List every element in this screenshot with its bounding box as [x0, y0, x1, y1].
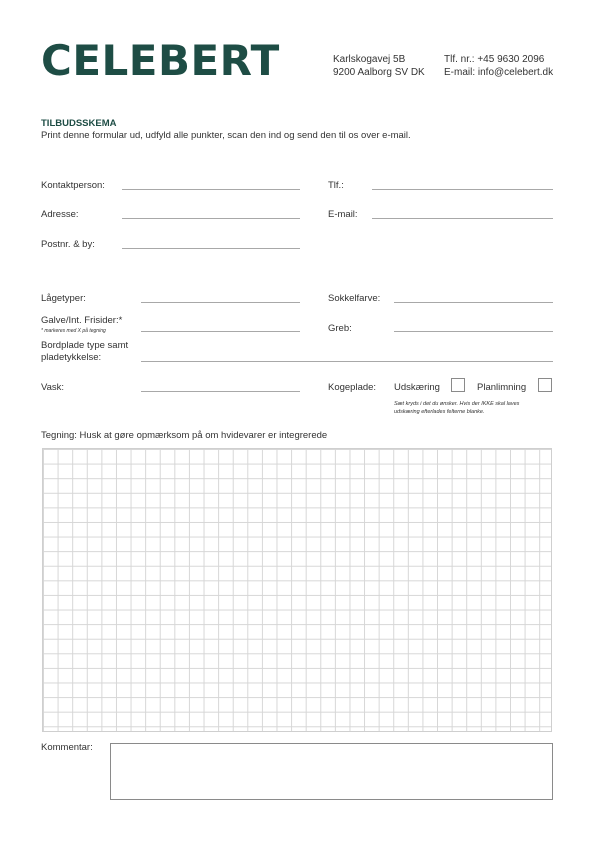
cutout-label: Udskæring	[394, 382, 440, 393]
flush-checkbox[interactable]	[538, 378, 552, 392]
contact-person-label: Kontaktperson:	[41, 180, 105, 191]
email-field[interactable]	[372, 218, 553, 219]
drawing-label: Tegning: Husk at gøre opmærksom på om hvidevarer er integrerede	[41, 430, 328, 441]
contact-person-field[interactable]	[122, 189, 300, 190]
plinth-color-label: Sokkelfarve:	[328, 293, 381, 304]
phone-field[interactable]	[372, 189, 553, 190]
postal-field[interactable]	[122, 248, 300, 249]
address-label: Adresse:	[41, 209, 79, 220]
comment-box[interactable]	[110, 743, 553, 800]
address-field[interactable]	[122, 218, 300, 219]
postal-label: Postnr. & by:	[41, 239, 95, 250]
address-line-1: Karlskogavej 5B	[333, 54, 406, 65]
phone-number: Tlf. nr.: +45 9630 2096	[444, 54, 545, 65]
flush-label: Planlimning	[477, 382, 527, 393]
comment-label: Kommentar:	[41, 742, 93, 753]
hob-note-line-1: Sæt kryds i det du ønsker. Hvis der IKKE skal laves	[394, 401, 520, 407]
email-label: E-mail:	[328, 209, 358, 220]
address-line-2: 9200 Aalborg SV DK	[333, 67, 425, 78]
hob-note	[394, 400, 519, 416]
handles-label: Greb:	[328, 323, 352, 334]
shelves-note: * markeres med X på tegning	[41, 328, 106, 334]
shelves-label: Galve/Int. Frisider:*	[41, 315, 123, 326]
countertop-label-line1: Bordplade type samt	[41, 340, 129, 351]
drawing-grid[interactable]	[42, 448, 552, 732]
cutout-checkbox[interactable]	[451, 378, 465, 392]
form-title: TILBUDSSKEMA	[41, 118, 117, 129]
hob-note-line-2: udskæring efterlades felterne blanke.	[394, 409, 485, 415]
plinth-color-field[interactable]	[394, 302, 553, 303]
form-intro: Print denne formular ud, udfyld alle punkter, scan den ind og send den til os over e-mail.	[41, 130, 411, 141]
phone-label: Tlf.:	[328, 180, 344, 191]
door-types-field[interactable]	[141, 302, 300, 303]
handles-field[interactable]	[394, 331, 553, 332]
sink-field[interactable]	[141, 391, 300, 392]
hob-label: Kogeplade:	[328, 382, 377, 393]
email-address: E-mail: info@celebert.dk	[444, 67, 554, 78]
shelves-field[interactable]	[141, 331, 300, 332]
door-types-label: Lågetyper:	[41, 293, 86, 304]
sink-label: Vask:	[41, 382, 65, 393]
countertop-label-line2: pladetykkelse:	[41, 352, 102, 363]
countertop-field[interactable]	[141, 361, 553, 362]
brand-logo: CELEBERT	[41, 36, 280, 85]
